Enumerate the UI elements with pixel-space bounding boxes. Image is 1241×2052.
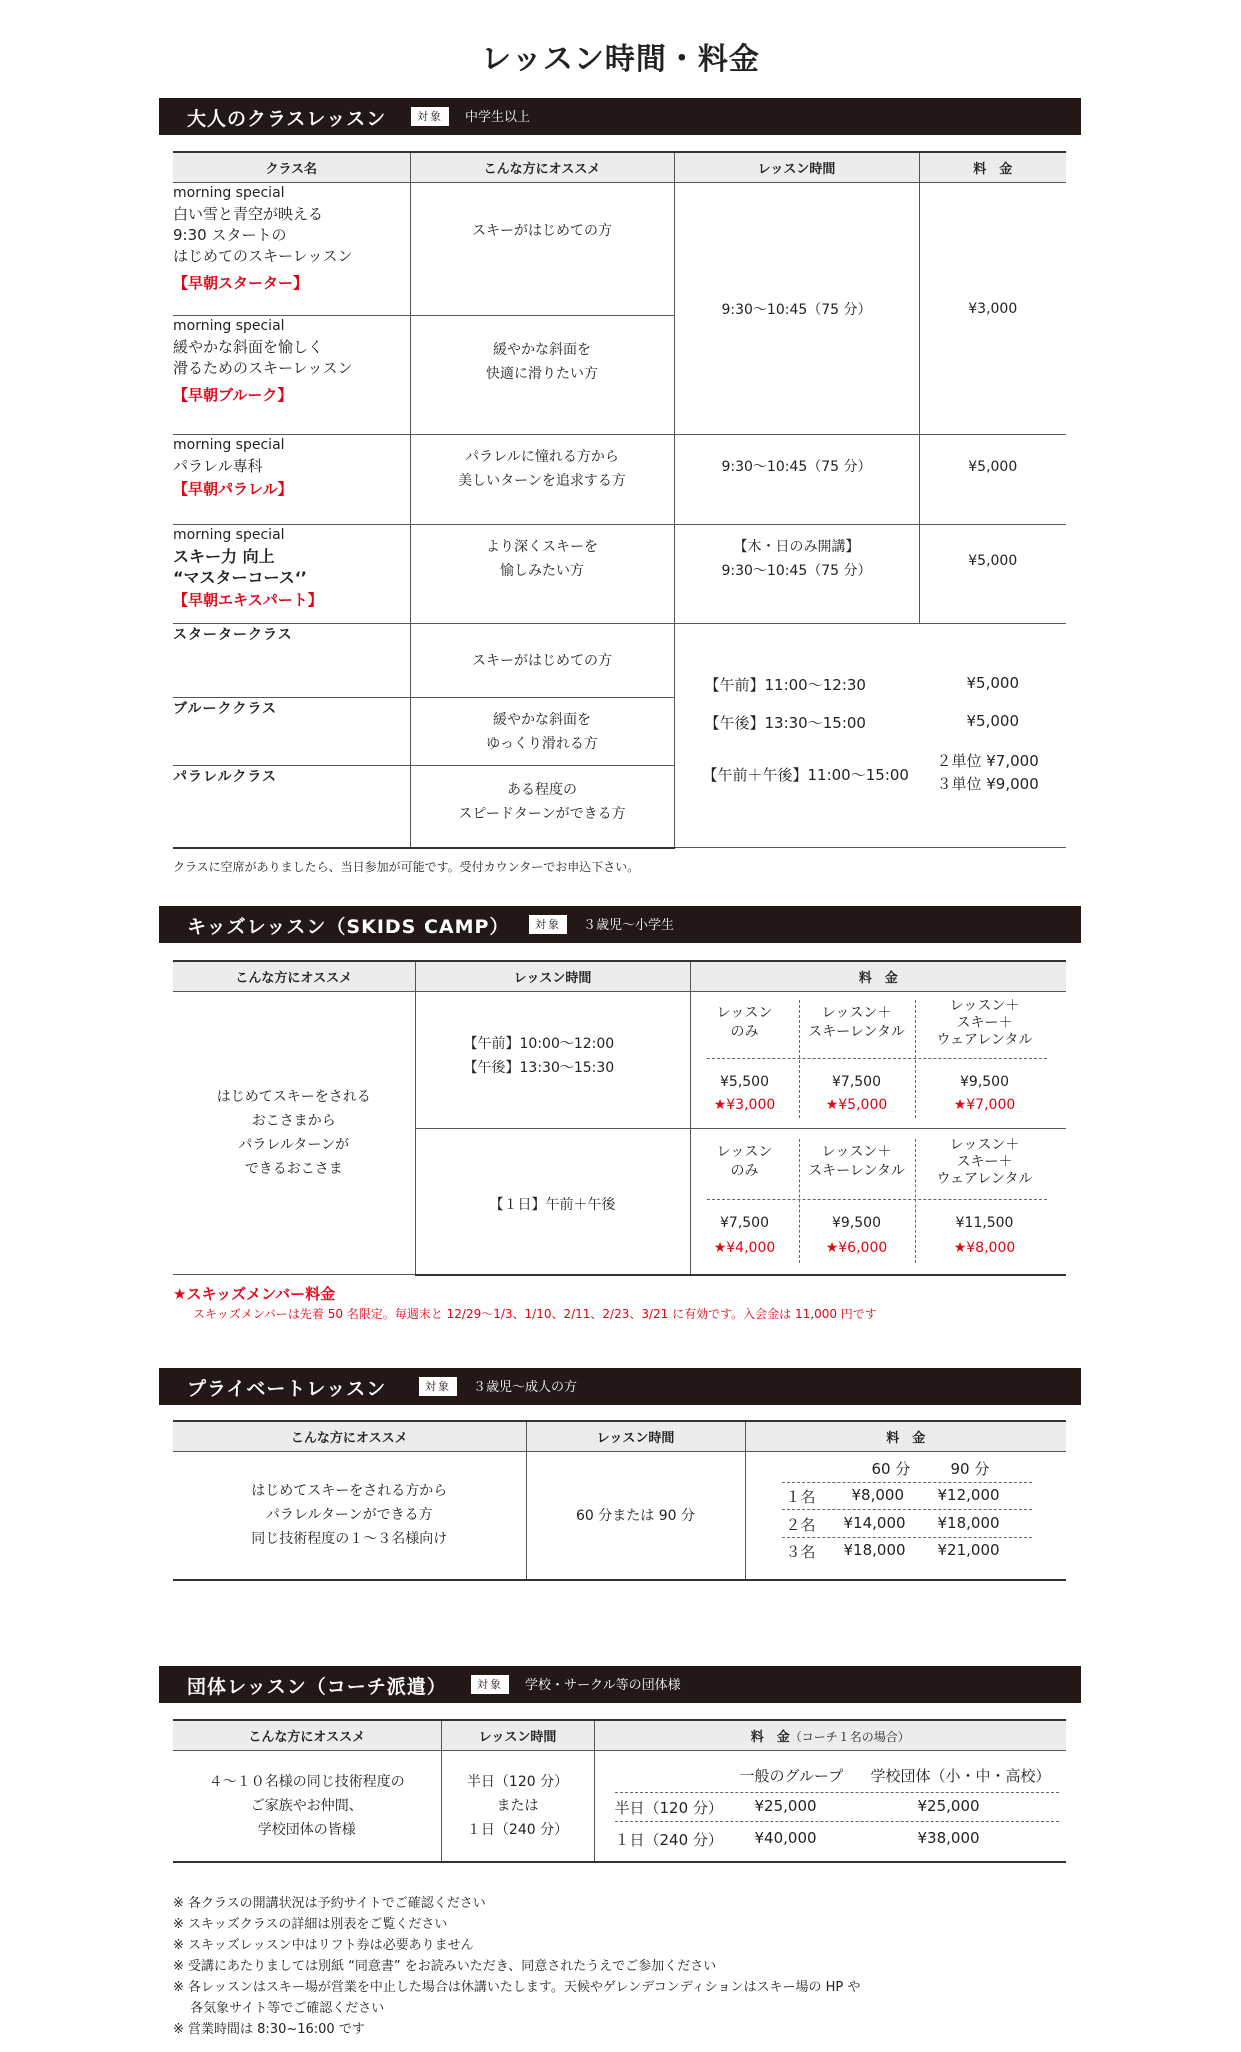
price-value: ¥7,500 <box>832 1074 881 1090</box>
group-target: 学校・サークル等の団体様 <box>525 1678 681 1693</box>
price-value: ¥18,000 <box>937 1514 1000 1532</box>
table-row <box>173 183 1066 316</box>
class-desc-line: パラレル専科 <box>173 457 263 475</box>
col-header: レッスン時間 <box>415 961 690 992</box>
price-value: ¥14,000 <box>843 1514 906 1532</box>
col-header: こんな方にオススメ <box>410 152 674 183</box>
time-cell: 9:30〜10:45（75 分） <box>674 435 919 525</box>
recommend-cell: より深くスキーを 愉しみたい方 <box>410 525 674 624</box>
col-header: こんな方にオススメ <box>173 1720 441 1751</box>
option-label: レッスン＋ スキーレンタル <box>808 1005 905 1040</box>
option-label: レッスン＋ スキーレンタル <box>808 1144 905 1179</box>
adult-note: クラスに空席がありましたら、当日参加が可能です。受付カウンターでお申込下さい。 <box>173 860 640 874</box>
class-name-cell <box>173 525 410 624</box>
footnote: ※ 各レッスンはスキー場が営業を中止した場合は休講いたします。天候やゲレンデコンディションはスキー場の HP や <box>173 1980 861 1995</box>
price-value: ¥8,000 <box>851 1486 904 1504</box>
kids-section-title: キッズレッスン（SKIDS CAMP） <box>187 916 510 938</box>
price-value: ¥38,000 <box>917 1829 980 1847</box>
target-tag: 対象 <box>471 1675 509 1694</box>
target-tag: 対象 <box>411 107 449 126</box>
class-desc-line: 白い雪と青空が映える <box>173 205 324 223</box>
regular-price: ¥5,000 <box>966 712 1019 730</box>
people-label: ２名 <box>785 1516 816 1534</box>
recommend-cell: スキーがはじめての方 <box>410 624 674 698</box>
page-title: レッスン時間・料金 <box>481 42 760 77</box>
regular-time: 【午前＋午後】11:00〜15:00 <box>702 766 909 784</box>
class-en-label: morning special <box>173 437 285 453</box>
duration-label: 半日（120 分） <box>614 1799 723 1817</box>
divider <box>707 1199 1047 1200</box>
col-header: 料 金 <box>745 1421 1066 1452</box>
class-tag: 【早朝スターター】 <box>173 274 309 292</box>
member-price: ★¥4,000 <box>713 1240 776 1256</box>
price-value: ¥7,500 <box>720 1215 769 1231</box>
adult-table <box>173 151 1066 849</box>
price-value: ¥11,500 <box>955 1215 1014 1231</box>
private-target: ３歳児〜成人の方 <box>473 1380 578 1395</box>
price-cell: ¥3,000 <box>919 183 1066 435</box>
class-desc-line: 滑るためのスキーレッスン <box>173 359 353 377</box>
adult-target: 中学生以上 <box>465 110 531 125</box>
group-table <box>173 1719 1066 1863</box>
time-value: 9:30〜10:45（75 分） <box>721 563 872 579</box>
col-header: こんな方にオススメ <box>173 1421 526 1452</box>
table-row <box>173 624 1066 698</box>
kids-target: ３歳児〜小学生 <box>583 918 675 933</box>
class-en-label: morning special <box>173 527 285 543</box>
class-desc-line: 緩やかな斜面を愉しく <box>173 338 324 356</box>
footnote: 各気象サイト等でご確認ください <box>173 2001 385 2016</box>
regular-time: 【午後】13:30〜15:00 <box>704 714 866 732</box>
table-row <box>173 525 1066 624</box>
divider <box>782 1537 1032 1538</box>
group-price-cell <box>594 1751 1066 1862</box>
recommend-cell: はじめてスキーをされる方から パラレルターンができる方 同じ技術程度の１〜３名様向け <box>173 1452 526 1580</box>
price-value: ¥9,500 <box>832 1215 881 1231</box>
kids-section-header <box>159 906 1081 943</box>
class-desc-line: 9:30 スタートの <box>173 226 287 244</box>
class-name-cell <box>173 316 410 435</box>
footnotes <box>173 1893 860 2040</box>
col-label-general: 一般のグループ <box>739 1767 844 1785</box>
member-price: ★¥5,000 <box>825 1097 888 1113</box>
table-row <box>173 1751 1066 1862</box>
class-desc-line: “マスターコース‘’ <box>173 568 307 587</box>
class-tag: 【早朝エキスパート】 <box>173 591 323 609</box>
col-header: 料 金 <box>919 152 1066 183</box>
footnote: ※ 各クラスの開講状況は予約サイトでご確認ください <box>173 1896 486 1911</box>
class-name-cell: ブルーククラス <box>173 698 410 766</box>
private-section-header <box>159 1368 1081 1405</box>
col-header-label: 料 金 <box>750 1730 790 1745</box>
adult-section-title: 大人のクラスレッスン <box>187 108 387 130</box>
class-name-cell <box>173 435 410 525</box>
class-tag: 【早朝パラレル】 <box>173 480 293 498</box>
regular-price: ¥5,000 <box>966 674 1019 692</box>
recommend-cell: 緩やかな斜面を 快適に滑りたい方 <box>410 316 674 435</box>
time-cell: 【午前】10:00〜12:00 【午後】13:30〜15:30 <box>415 992 690 1129</box>
member-note: スキッズメンバーは先着 50 名限定。毎週末と 12/29〜1/3、1/10、2/11、2/23、3/21 に有効です。入会金は 11,000 円です <box>193 1307 877 1321</box>
time-cell <box>674 525 919 624</box>
price-value: ¥40,000 <box>754 1829 817 1847</box>
recommend-cell: スキーがはじめての方 <box>410 183 674 316</box>
recommend-cell: 緩やかな斜面を ゆっくり滑れる方 <box>410 698 674 766</box>
footnote: ※ スキッズクラスの詳細は別表をご覧ください <box>173 1917 448 1932</box>
target-tag: 対象 <box>419 1377 457 1396</box>
col-header <box>594 1720 1066 1751</box>
option-label: レッスン＋ スキー＋ ウェアレンタル <box>936 998 1033 1048</box>
recommend-cell: ４〜１０名様の同じ技術程度の ご家族やお仲間、 学校団体の皆様 <box>173 1751 441 1862</box>
member-title: ★スキッズメンバー料金 <box>173 1285 336 1303</box>
divider <box>782 1482 1032 1483</box>
regular-time: 【午前】11:00〜12:30 <box>704 676 866 694</box>
class-en-label: morning special <box>173 185 285 201</box>
class-tag: 【早朝ブルーク】 <box>173 386 293 404</box>
private-table <box>173 1420 1066 1581</box>
table-row <box>173 435 1066 525</box>
group-section-header <box>159 1666 1081 1703</box>
col-header: レッスン時間 <box>441 1720 594 1751</box>
price-value: ¥12,000 <box>937 1486 1000 1504</box>
member-price: ★¥8,000 <box>953 1240 1016 1256</box>
price-value: ¥25,000 <box>917 1797 980 1815</box>
col-header: クラス名 <box>173 152 410 183</box>
price-value: ¥9,500 <box>960 1074 1009 1090</box>
regular-price-cell <box>674 624 1066 848</box>
regular-price: ２単位 ¥7,000 <box>936 752 1039 770</box>
private-price-cell <box>745 1452 1066 1580</box>
price-value: ¥25,000 <box>754 1797 817 1815</box>
footnote: ※ 営業時間は 8:30~16:00 です <box>173 2022 365 2037</box>
people-label: ３名 <box>785 1543 816 1561</box>
class-desc-line: スキー力 向上 <box>173 547 275 566</box>
option-label: レッスン のみ <box>716 1005 773 1040</box>
price-value: ¥21,000 <box>937 1541 1000 1559</box>
option-label: レッスン＋ スキー＋ ウェアレンタル <box>936 1137 1033 1187</box>
price-cell: ¥5,000 <box>919 435 1066 525</box>
class-name-cell <box>173 183 410 316</box>
regular-price: ３単位 ¥9,000 <box>936 775 1039 793</box>
option-label: レッスン のみ <box>716 1144 773 1179</box>
adult-section-header <box>159 98 1081 135</box>
col-header: レッスン時間 <box>674 152 919 183</box>
duration-label: １日（240 分） <box>614 1831 723 1849</box>
member-price: ★¥3,000 <box>713 1097 776 1113</box>
kids-half-price-cell <box>690 992 1066 1129</box>
time-cell: 60 分または 90 分 <box>526 1452 745 1580</box>
time-cell: 9:30〜10:45（75 分） <box>674 183 919 435</box>
class-desc-line: はじめてのスキーレッスン <box>173 247 353 265</box>
group-section-title: 団体レッスン（コーチ派遣） <box>187 1676 447 1698</box>
price-value: ¥18,000 <box>843 1541 906 1559</box>
divider <box>615 1821 1059 1822</box>
recommend-cell: ある程度の スピードターンができる方 <box>410 766 674 848</box>
class-en-label: morning special <box>173 318 285 334</box>
time-note: 【木・日のみ開講】 <box>733 539 860 555</box>
member-price: ★¥7,000 <box>953 1097 1016 1113</box>
col-header: 料 金 <box>690 961 1066 992</box>
kids-full-price-cell <box>690 1129 1066 1275</box>
private-section-title: プライベートレッスン <box>187 1378 387 1400</box>
table-row <box>173 1452 1066 1580</box>
kids-table <box>173 960 1066 1276</box>
footnote: ※ スキッズレッスン中はリフト券は必要ありません <box>173 1938 474 1953</box>
col-label-90: 90 分 <box>950 1460 990 1478</box>
divider <box>782 1509 1032 1510</box>
target-tag: 対象 <box>529 915 567 934</box>
footnote: ※ 受講にあたりましては別紙 “同意書” をお読みいただき、同意されたうえでご参加ください <box>173 1959 717 1974</box>
recommend-cell: はじめてスキーをされる おこさまから パラレルターンが できるおこさま <box>173 992 415 1275</box>
col-header: レッスン時間 <box>526 1421 745 1452</box>
time-cell: 半日（120 分） または １日（240 分） <box>441 1751 594 1862</box>
col-label-60: 60 分 <box>871 1460 911 1478</box>
recommend-cell: パラレルに憧れる方から 美しいターンを追求する方 <box>410 435 674 525</box>
divider <box>707 1058 1047 1059</box>
people-label: １名 <box>785 1488 816 1506</box>
table-row <box>173 992 1066 1129</box>
class-name-cell: パラレルクラス <box>173 766 410 848</box>
price-cell: ¥5,000 <box>919 525 1066 624</box>
price-value: ¥5,500 <box>720 1074 769 1090</box>
time-cell: 【１日】午前＋午後 <box>415 1129 690 1275</box>
class-name-cell: スタータークラス <box>173 624 410 698</box>
member-price: ★¥6,000 <box>825 1240 888 1256</box>
col-header-note: （コーチ１名の場合） <box>789 1730 910 1744</box>
col-label-school: 学校団体（小・中・高校） <box>870 1767 1051 1785</box>
divider <box>615 1792 1059 1793</box>
col-header: こんな方にオススメ <box>173 961 415 992</box>
